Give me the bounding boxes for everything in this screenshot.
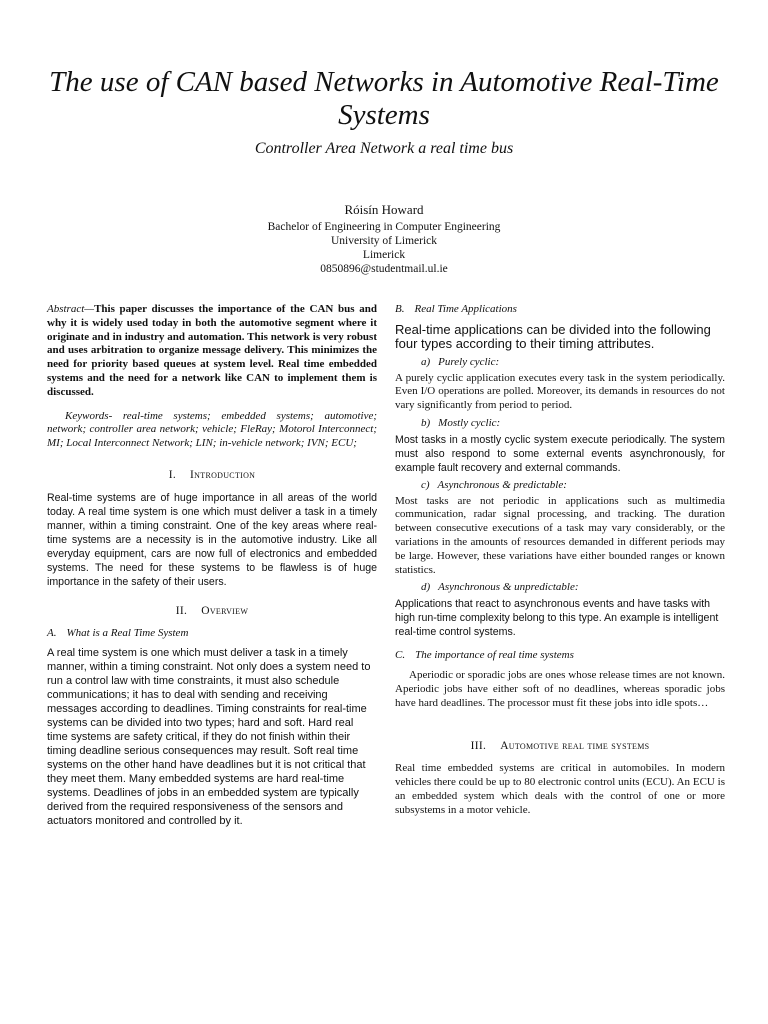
section-title: Introduction	[190, 468, 256, 481]
abstract-text: This paper discusses the importance of the CAN bus and why it is widely used today in both the automotive segment where it originate and in industry and automation. This network is very robust and uses arbitration to organize message delivery. This minimizes the need for priority based queues at system level. Real time embedded systems and the need for a network like CAN to implement them is discussed.	[47, 303, 377, 398]
subsection-title: What is a Real Time System	[66, 626, 189, 639]
affiliation-city: Limerick	[362, 249, 406, 261]
section-title: Automotive real time systems	[500, 740, 650, 753]
item-label: a)	[421, 355, 431, 368]
subsection-label: A.	[47, 626, 57, 639]
subsection-label: C.	[395, 649, 406, 662]
item-heading-b	[421, 417, 725, 431]
author-affiliation	[40, 220, 728, 276]
section-title: Overview	[201, 604, 249, 617]
item-text-a: A purely cyclic application executes every task in the system periodically. Even I/O operations are polled. Moreover, its demands in resources do not vary significantly from period to period.	[395, 371, 725, 412]
keywords: Keywords- real-time systems; embedded systems; automotive; network; controller area network; vehicle; FleRay; Motorol Interconnect; MI; Local Interconnect Network; LIN; in-vehicle network; IVN; ECU;	[47, 409, 377, 450]
subsection-heading-a	[47, 627, 377, 641]
section-heading-introduction	[47, 469, 377, 483]
section-heading-overview	[47, 605, 377, 619]
item-text-c: Most tasks are not periodic in applications such as multimedia communication, radar signal processing, and tracking. The duration between consecutive executions of a task may vary considerably, or the variations in the amounts of resources demanded in different periods may be large. However, these variations have either bounded ranges or known statistics.	[395, 494, 725, 576]
item-label: b)	[421, 416, 431, 429]
subsection-title: The importance of real time systems	[415, 649, 574, 662]
right-column	[395, 303, 725, 817]
affiliation-degree: Bachelor of Engineering in Computer Engineering	[267, 221, 501, 233]
section-number: II.	[175, 604, 188, 617]
affiliation-email: 0850896@studentmail.ul.ie	[320, 263, 448, 275]
subsection-heading-c	[395, 649, 725, 663]
item-heading-a	[421, 356, 725, 370]
item-title: Purely cyclic:	[438, 355, 500, 368]
item-label: d)	[421, 581, 431, 594]
real-time-system-text: A real time system is one which must deliver a task in a timely manner, within a timing constraint. Not only does a system need to run a control law with time constraints, it must also schedule communications; it has to deal with sending and receiving messages according to deadlines. Timing constraints for real-time systems can be divided into two types; hard and soft. Hard real time systems are safety critical, if they do not finish within their timing deadline serious consequences may result. Soft real time systems on the other hand have deadlines but it is not critical that they meet them. Many embedded systems are hard real-time systems. Deadlines of jobs in an embedded system are typically derived from the required responsiveness of the sensors and actuators monitored and controlled by it.	[47, 647, 371, 828]
left-column	[47, 303, 377, 828]
applications-intro: Real-time applications can be divided into the following four types according to their timing attributes.	[395, 321, 711, 352]
abstract	[47, 303, 377, 400]
author-name: Róisín Howard	[344, 202, 424, 217]
introduction-text: Real-time systems are of huge importance in all areas of the world today. A real time system is one which must deliver a task in a timely manner, within a timing constraint. One of the key areas where real-time systems are a necessity is in the automotive industry. Like all everyday equipment, cars are now full of electronics and embedded systems. The need for these systems to be flawless is of huge importance in the safety of their users.	[47, 491, 377, 588]
item-heading-d	[421, 581, 725, 595]
section-heading-automotive	[395, 740, 725, 754]
item-title: Mostly cyclic:	[438, 416, 501, 429]
section-number: III.	[470, 740, 487, 753]
item-label: c)	[421, 478, 430, 491]
section-number: I.	[168, 468, 177, 481]
importance-text: Aperiodic or sporadic jobs are ones whose release times are not known. Aperiodic jobs have either soft of no deadlines, whereas sporadic jobs have hard deadlines. The processor must fit these jobs into idle spots…	[395, 668, 725, 709]
item-title: Asynchronous & unpredictable:	[438, 581, 579, 594]
paper-title: The use of CAN based Networks in Automotive Real-Time Systems	[49, 66, 719, 131]
item-title: Asynchronous & predictable:	[437, 478, 567, 491]
item-text-b: Most tasks in a mostly cyclic system execute periodically. The system must also respond to some external events asynchronously, for example fault recovery and external commands.	[395, 433, 725, 474]
subsection-heading-b	[395, 303, 725, 317]
item-text-d: Applications that react to asynchronous events and have tasks with high run-time complexity belong to this type. An example is intelligent real-time control systems.	[395, 598, 719, 639]
affiliation-university: University of Limerick	[330, 235, 438, 247]
paper-subtitle: Controller Area Network a real time bus	[254, 140, 514, 157]
subsection-title: Real Time Applications	[414, 303, 517, 315]
abstract-label: Abstract—	[47, 303, 95, 315]
item-heading-c	[421, 479, 725, 493]
subsection-label: B.	[395, 303, 405, 315]
automotive-text: Real time embedded systems are critical in automobiles. In modern vehicles there could be up to 80 electronic control units (ECU). An ECU is an embedded system which deals with the control of one or more subsystems in a motor vehicle.	[395, 762, 725, 816]
